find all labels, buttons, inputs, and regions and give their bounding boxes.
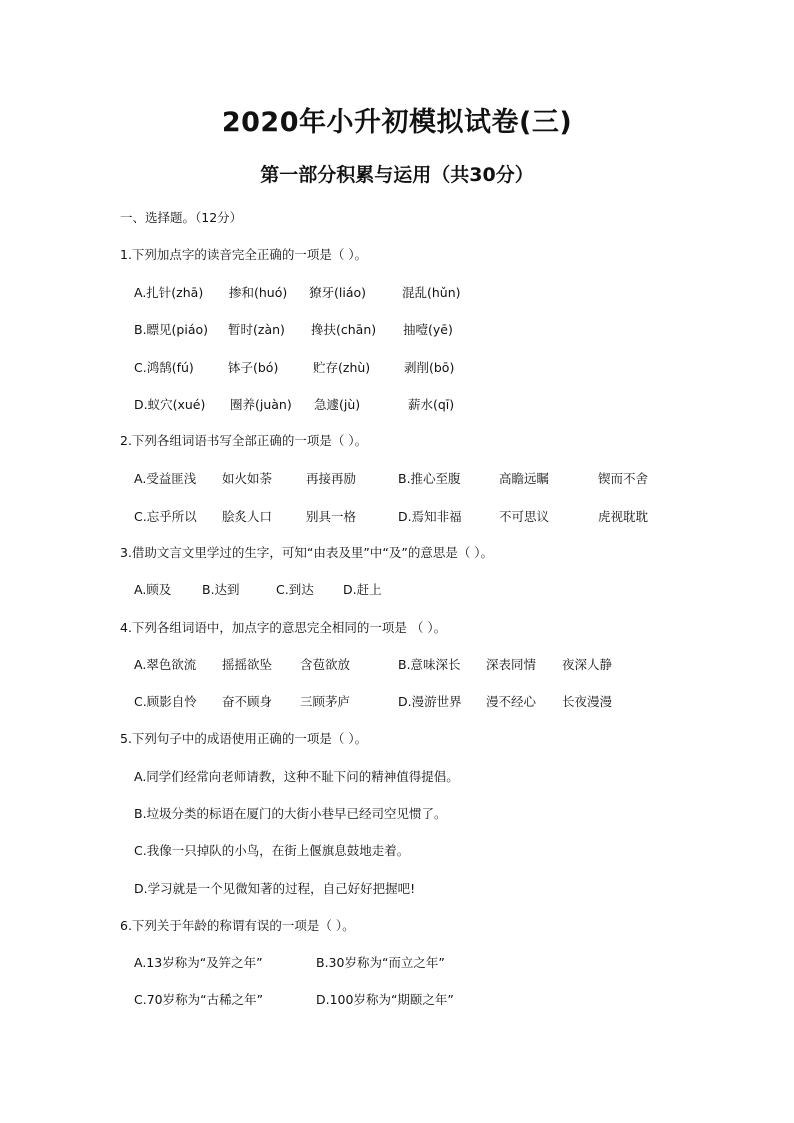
option-text: A.扎针(zhā) [134, 285, 204, 300]
option-text: C.鸿鹄(fú) [134, 360, 194, 375]
option-text: 混乱(hǔn) [402, 285, 461, 300]
option-text: 急遽(jù) [314, 397, 361, 412]
option-text: D.焉知非福 [398, 509, 462, 524]
option-text: C.70岁称为“古稀之年” [134, 992, 264, 1007]
option-text: 掺和(huó) [229, 285, 288, 300]
option-text: 别具一格 [306, 509, 357, 524]
option-text: D.蚁穴(xué) [134, 397, 206, 412]
option-text: B.推心至腹 [398, 471, 461, 486]
option-text: 搀扶(chān) [311, 322, 377, 337]
option-text: A.13岁称为“及笄之年” [134, 955, 263, 970]
option-text: 三顾茅庐 [300, 694, 351, 709]
option-text: C.我像一只掉队的小鸟，在街上偃旗息鼓地走着。 [134, 843, 410, 858]
option-text: D.100岁称为“期颐之年” [316, 992, 454, 1007]
question-4-stem: 4.下列各组词语中，加点字的意思完全相同的一项是 （ ）。 [120, 620, 447, 635]
option-text: C.忘乎所以 [134, 509, 197, 524]
question-1-stem: 1.下列加点字的读音完全正确的一项是（ ）。 [120, 247, 368, 262]
option-text: A.受益匪浅 [134, 471, 197, 486]
option-text: 锲而不舍 [598, 471, 649, 486]
question-3-stem: 3.借助文言文里学过的生字，可知“由表及里”中“及”的意思是（ ）。 [120, 545, 494, 560]
option-text: B.30岁称为“而立之年” [316, 955, 445, 970]
section-heading: 一、选择题。（12分） [120, 210, 243, 225]
part-title: 第一部分积累与运用（共30分） [260, 164, 534, 186]
option-text: D.学习就是一个见微知著的过程，自己好好把握吧! [134, 881, 416, 896]
option-text: 奋不顾身 [222, 694, 273, 709]
option-text: 再接再励 [306, 471, 357, 486]
option-text: 抽噎(yē) [403, 322, 453, 337]
option-text: 薪水(qī) [408, 397, 455, 412]
option-text: 含苞欲放 [300, 657, 351, 672]
question-5-stem: 5.下列句子中的成语使用正确的一项是（ ）。 [120, 731, 368, 746]
option-text: A.顾及 [134, 582, 172, 597]
option-text: 脍炙人口 [222, 509, 273, 524]
option-text: B.意味深长 [398, 657, 461, 672]
option-text: 虎视耽耽 [598, 509, 649, 524]
option-text: 深表同情 [486, 657, 537, 672]
option-text: C.顾影自怜 [134, 694, 197, 709]
option-text: C.到达 [276, 582, 314, 597]
option-text: D.赶上 [343, 582, 382, 597]
option-text: A.翠色欲流 [134, 657, 197, 672]
option-text: 獠牙(liáo) [309, 285, 367, 300]
option-text: 暂时(zàn) [228, 322, 285, 337]
exam-title: 2020年小升初模拟试卷(三) [221, 107, 573, 138]
option-text: 如火如荼 [222, 471, 273, 486]
question-6-stem: 6.下列关于年龄的称谓有误的一项是（ ）。 [120, 918, 355, 933]
option-text: D.漫游世界 [398, 694, 462, 709]
option-text: 漫不经心 [486, 694, 537, 709]
option-text: 剥削(bō) [404, 360, 455, 375]
option-text: 圈养(juàn) [230, 397, 292, 412]
option-text: 长夜漫漫 [562, 694, 613, 709]
option-text: 不可思议 [499, 509, 550, 524]
option-text: B.达到 [202, 582, 240, 597]
option-text: B.瞟见(piáo) [134, 322, 209, 337]
option-text: 夜深人静 [562, 657, 613, 672]
option-text: 摇摇欲坠 [222, 657, 273, 672]
option-text: 钵子(bó) [228, 360, 279, 375]
question-2-stem: 2.下列各组词语书写全部正确的一项是（ ）。 [120, 433, 368, 448]
option-text: 高瞻远瞩 [499, 471, 550, 486]
option-text: 贮存(zhù) [313, 360, 371, 375]
option-text: A.同学们经常向老师请教，这种不耻下问的精神值得提倡。 [134, 769, 459, 784]
option-text: B.垃圾分类的标语在厦门的大街小巷早已经司空见惯了。 [134, 806, 447, 821]
